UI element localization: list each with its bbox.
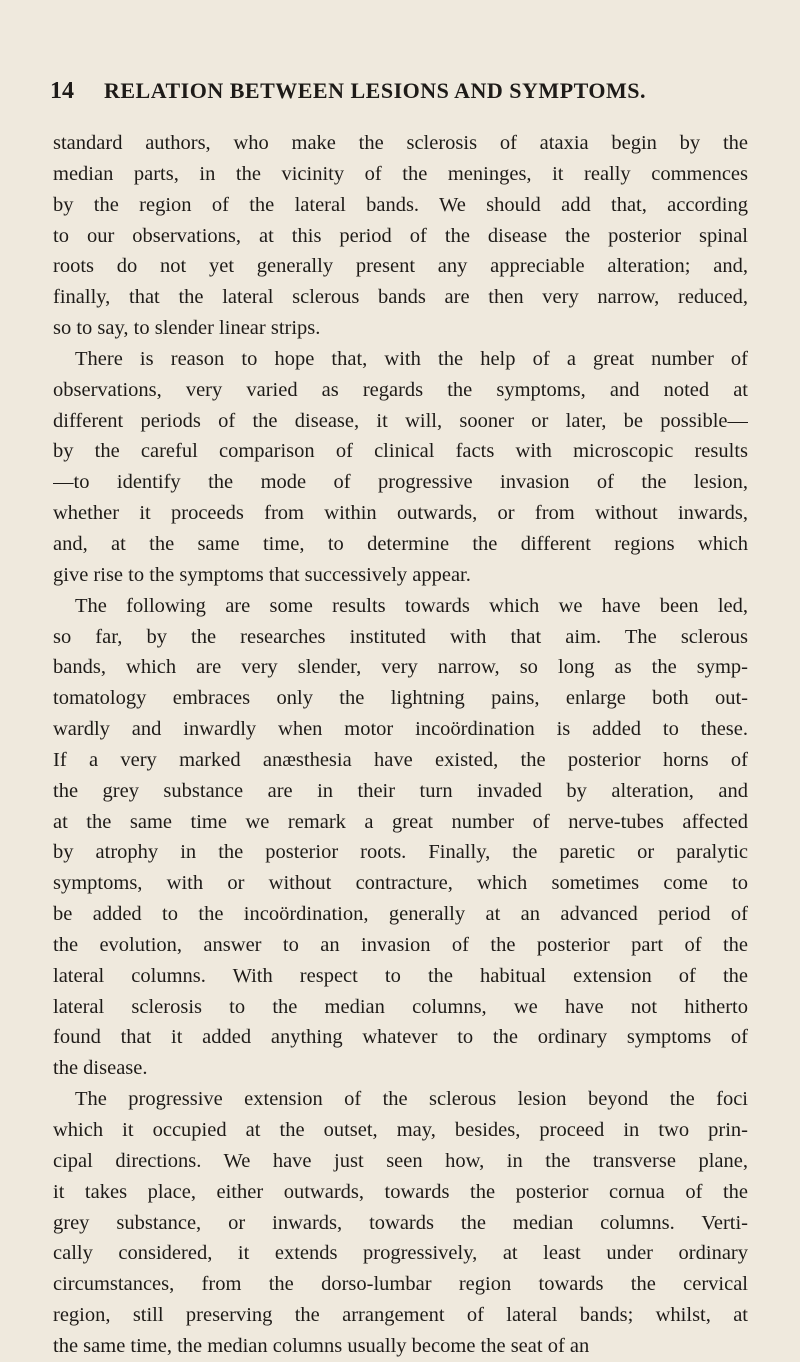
running-title: RELATION BETWEEN LESIONS AND SYMPTOMS. bbox=[104, 78, 647, 103]
text-line: found that it added anything whatever to the ordinary symptoms of bbox=[53, 1026, 748, 1049]
paragraph bbox=[53, 591, 748, 1085]
text-line: The following are some results towards which we have been led, bbox=[75, 594, 748, 617]
text-line: give rise to the symptoms that successively appear. bbox=[53, 563, 471, 586]
text-line: and, at the same time, to determine the different regions which bbox=[53, 532, 748, 555]
text-line: so far, by the researches instituted with that aim. The sclerous bbox=[53, 625, 748, 648]
text-line: observations, very varied as regards the symptoms, and noted at bbox=[53, 378, 748, 401]
text-line: cally considered, it extends progressively, at least under ordinary bbox=[53, 1242, 748, 1265]
text-line: If a very marked anæsthesia have existed, the posterior horns of bbox=[53, 748, 748, 771]
text-line: which it occupied at the outset, may, besides, proceed in two prin- bbox=[53, 1119, 748, 1141]
page-number: 14 bbox=[50, 78, 74, 104]
text-line: the same time, the median columns usually become the seat of an bbox=[53, 1334, 590, 1357]
text-line: —to identify the mode of progressive invasion of the lesion, bbox=[53, 471, 748, 494]
text-line: the evolution, answer to an invasion of the posterior part of the bbox=[53, 933, 748, 956]
page-header bbox=[50, 78, 740, 114]
text-line: lateral sclerosis to the median columns, we have not hitherto bbox=[53, 995, 748, 1018]
text-line: at the same time we remark a great number of nerve-tubes affected bbox=[53, 810, 748, 833]
text-line: different periods of the disease, it will, sooner or later, be possible— bbox=[53, 409, 748, 432]
text-line: by the careful comparison of clinical facts with microscopic results bbox=[53, 440, 748, 463]
text-line: wardly and inwardly when motor incoördination is added to these. bbox=[53, 718, 748, 741]
text-line: the disease. bbox=[53, 1057, 148, 1080]
paragraph bbox=[53, 1084, 748, 1362]
text-line: be added to the incoördination, generally at an advanced period of bbox=[53, 903, 748, 926]
text-line: whether it proceeds from within outwards, or from without inwards, bbox=[53, 502, 748, 525]
text-line: circumstances, from the dorso-lumbar region towards the cervical bbox=[53, 1273, 748, 1296]
text-line: lateral columns. With respect to the habitual extension of the bbox=[53, 964, 748, 987]
text-line: region, still preserving the arrangement of lateral bands; whilst, at bbox=[53, 1304, 748, 1327]
text-line: grey substance, or inwards, towards the median columns. Verti- bbox=[53, 1211, 748, 1234]
text-line: the grey substance are in their turn invaded by alteration, and bbox=[53, 779, 748, 802]
paragraph bbox=[53, 344, 748, 591]
text-line: symptoms, with or without contracture, which sometimes come to bbox=[53, 872, 748, 895]
text-line: The progressive extension of the sclerous lesion beyond the foci bbox=[75, 1088, 748, 1111]
text-line: There is reason to hope that, with the help of a great number of bbox=[75, 347, 748, 370]
text-line: by the region of the lateral bands. We should add that, according bbox=[53, 193, 748, 216]
text-line: roots do not yet generally present any appreciable alteration; and, bbox=[53, 255, 748, 278]
body-text bbox=[53, 128, 748, 1362]
text-line: bands, which are very slender, very narrow, so long as the symp- bbox=[53, 656, 748, 679]
text-line: cipal directions. We have just seen how, in the transverse plane, bbox=[53, 1149, 748, 1172]
text-line: to our observations, at this period of the disease the posterior spinal bbox=[53, 224, 748, 247]
text-line: it takes place, either outwards, towards the posterior cornua of the bbox=[53, 1180, 748, 1203]
text-line: standard authors, who make the sclerosis of ataxia begin by the bbox=[53, 132, 748, 154]
text-line: by atrophy in the posterior roots. Finally, the paretic or paralytic bbox=[53, 841, 748, 864]
text-line: so to say, to slender linear strips. bbox=[53, 317, 321, 340]
text-line: tomatology embraces only the lightning pains, enlarge both out- bbox=[53, 687, 748, 710]
text-line: finally, that the lateral sclerous bands are then very narrow, reduced, bbox=[53, 286, 748, 309]
paragraph bbox=[53, 128, 748, 344]
text-line: median parts, in the vicinity of the meninges, it really commences bbox=[53, 162, 748, 185]
